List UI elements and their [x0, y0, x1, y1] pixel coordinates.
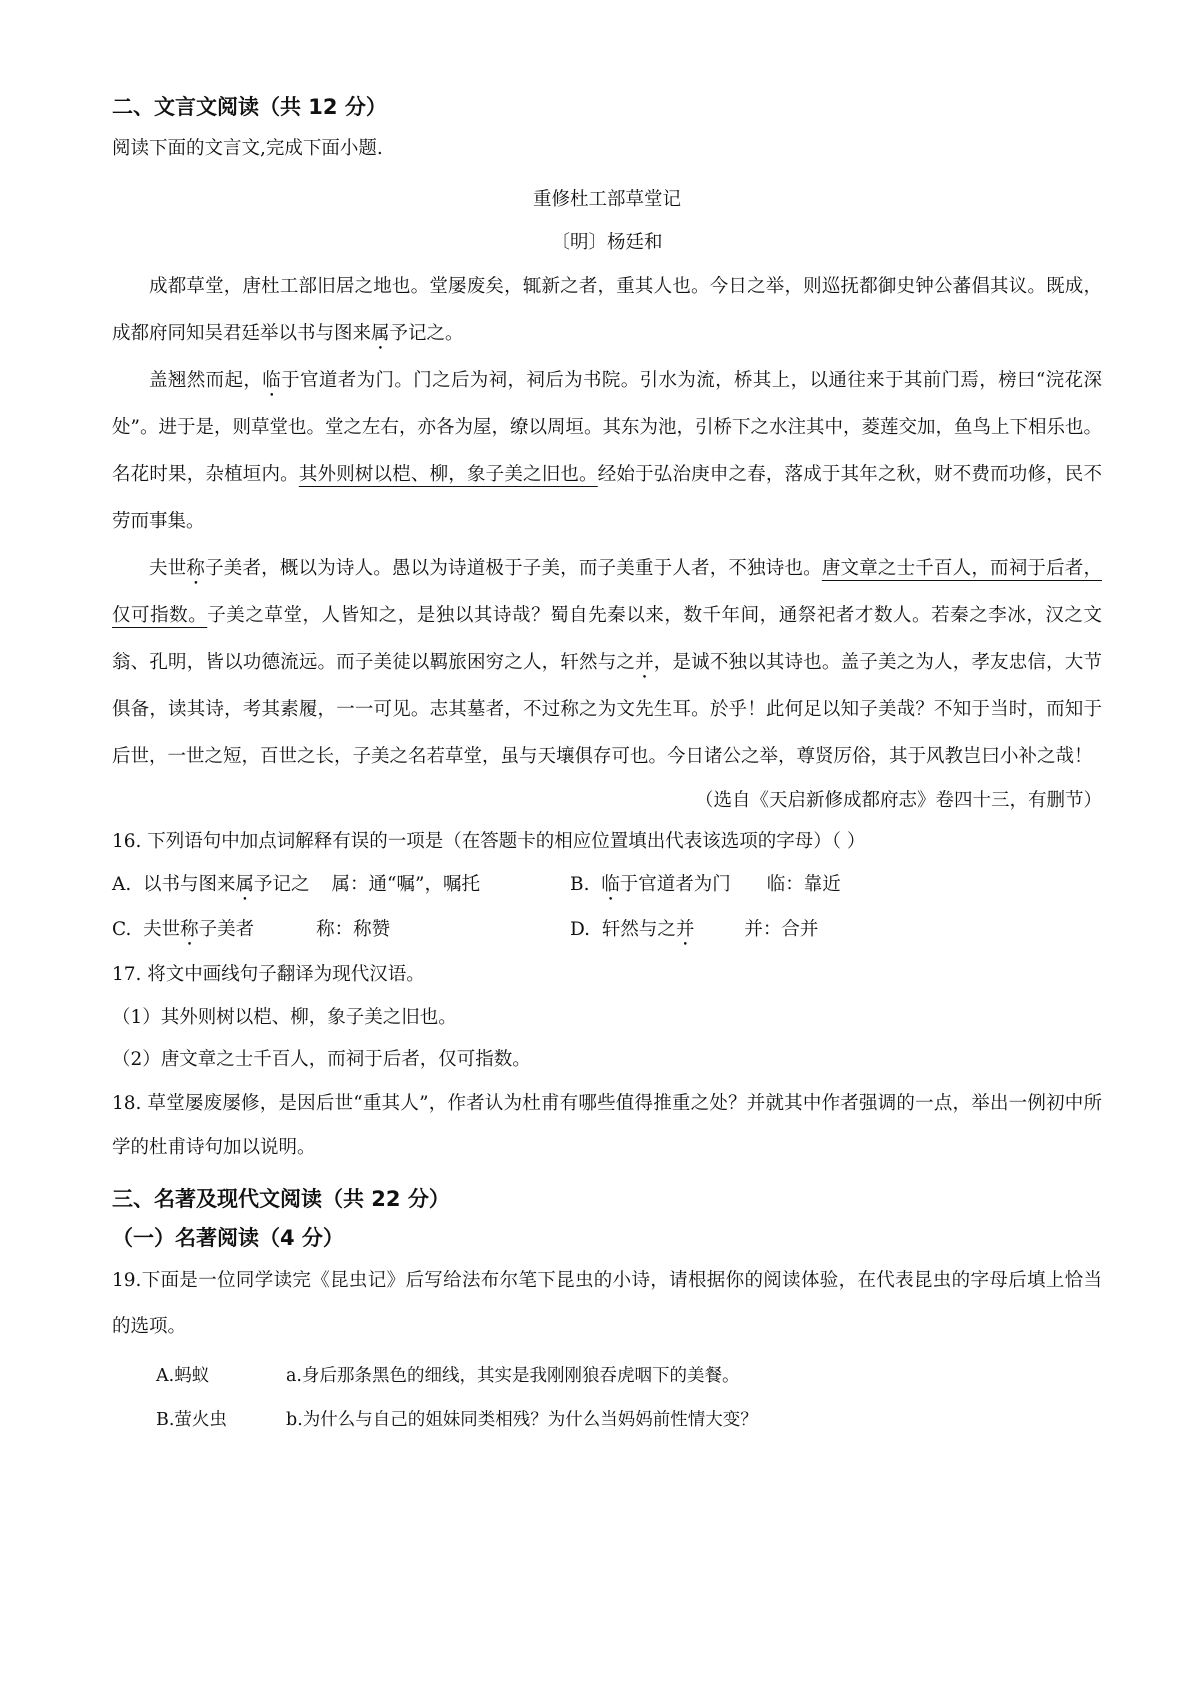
dotted-word: 临: [262, 370, 282, 391]
question-17: 17. 将文中画线句子翻译为现代汉语。: [112, 964, 425, 985]
section-heading: 三、名著及现代文阅读（共 22 分）: [112, 1187, 450, 1211]
question-16: 16. 下列语句中加点词解释有误的一项是（在答题卡的相应位置填出代表该选项的字母）（ ）: [112, 831, 866, 852]
match-item-1: A.蚂蚁 a.身后那条黑色的细线，其实是我刚刚狼吞虎咽下的美餐。: [156, 1366, 740, 1386]
match-item-2: B.萤火虫 b.为什么与自己的姐妹同类相残？为什么当妈妈前性情大变？: [156, 1410, 758, 1430]
passage-paragraph-2: 盖翘然而起，临于官道者为门。门之后为祠，祠后为书院。引水为流，桥其上，以通往来于其前门焉，榜曰“浣花深处”。进于是，则草堂也。堂之左右，亦各为屋，缭以周垣。其东为池，引桥下之水注其中，菱莲交加，鱼鸟上下相乐也。名花时果，杂植垣内。其外则树以桤、柳，象子美之旧也。经始于弘治庚申之春，落成于其年之秋，财不费而功修，民不劳而事集。: [112, 370, 1102, 532]
option-d: D. 轩然与之 并 并：合并: [570, 919, 819, 940]
instruction: 阅读下面的文言文,完成下面小题.: [112, 138, 383, 159]
option-c: C. 夫世 称 子美者 称：称赞: [112, 919, 391, 940]
dotted-word: 属: [371, 323, 390, 344]
question-18: 18. 草堂屡废屡修，是因后世“重其人”，作者认为杜甫有哪些值得推重之处？并就其中作者强调的一点，举出一例初中所学的杜甫诗句加以说明。: [112, 1093, 1102, 1158]
q16-options-row-1: [112, 862, 1102, 907]
q17-sentence-1: （1）其外则树以桤、柳，象子美之旧也。: [112, 1007, 457, 1028]
exam-page: [112, 92, 1102, 1442]
underlined-sentence-2: 唐文章之士千百人，而祠于后者，仅可指数。: [112, 558, 1102, 626]
option-a: A. 以书与图来 属 予记之 属：通“嘱”，嘱托: [112, 874, 480, 895]
option-b: B. 临 于官道者为门 临：靠近: [570, 874, 841, 895]
dotted-word: 称: [186, 558, 206, 579]
q17-sentence-2: （2）唐文章之士千百人，而祠于后者，仅可指数。: [112, 1049, 531, 1070]
passage-paragraph-1: 成都草堂，唐杜工部旧居之地也。堂屡废矣，辄新之者，重其人也。今日之举，则巡抚都御史钟公蕃倡其议。既成，成都府同知吴君廷举以书与图来属予记之。: [112, 276, 1102, 344]
passage-title: 重修杜工部草堂记: [532, 189, 681, 210]
passage-author: 〔明〕杨廷和: [551, 232, 663, 253]
passage-source: （选自《天启新修成都府志》卷四十三，有删节）: [694, 790, 1102, 811]
section-heading: 二、文言文阅读（共 12 分）: [112, 95, 387, 119]
subsection-heading: （一）名著阅读（4 分）: [112, 1226, 344, 1250]
passage-paragraph-3: 夫世称子美者，概以为诗人。愚以为诗道极于子美，而子美重于人者，不独诗也。唐文章之士千百人，而祠于后者，仅可指数。子美之草堂，人皆知之，是独以其诗哉？蜀自先秦以来，数千年间，通祭祀者才数人。若秦之李冰，汉之文翁、孔明，皆以功德流远。而子美徒以羁旅困穷之人，轩然与之并，是诚不独以其诗也。盖子美之为人，孝友忠信，大节俱备，读其诗，考其素履，一一可见。志其墓者，不过称之为文先生耳。於乎！此何足以知子美哉？不知于当时，而知于后世，一世之短，百世之长，子美之名若草堂，虽与天壤俱存可也。今日诸公之举，尊贤厉俗，其于风教岂曰小补之哉！: [112, 558, 1102, 767]
q16-options-row-2: [112, 907, 1102, 952]
underlined-sentence-1: 其外则树以桤、柳，象子美之旧也。: [298, 464, 598, 485]
dotted-word: 并: [635, 652, 654, 673]
question-19: 19.下面是一位同学读完《昆虫记》后写给法布尔笔下昆虫的小诗，请根据你的阅读体验，在代表昆虫的字母后填上恰当的选项。: [112, 1270, 1102, 1337]
